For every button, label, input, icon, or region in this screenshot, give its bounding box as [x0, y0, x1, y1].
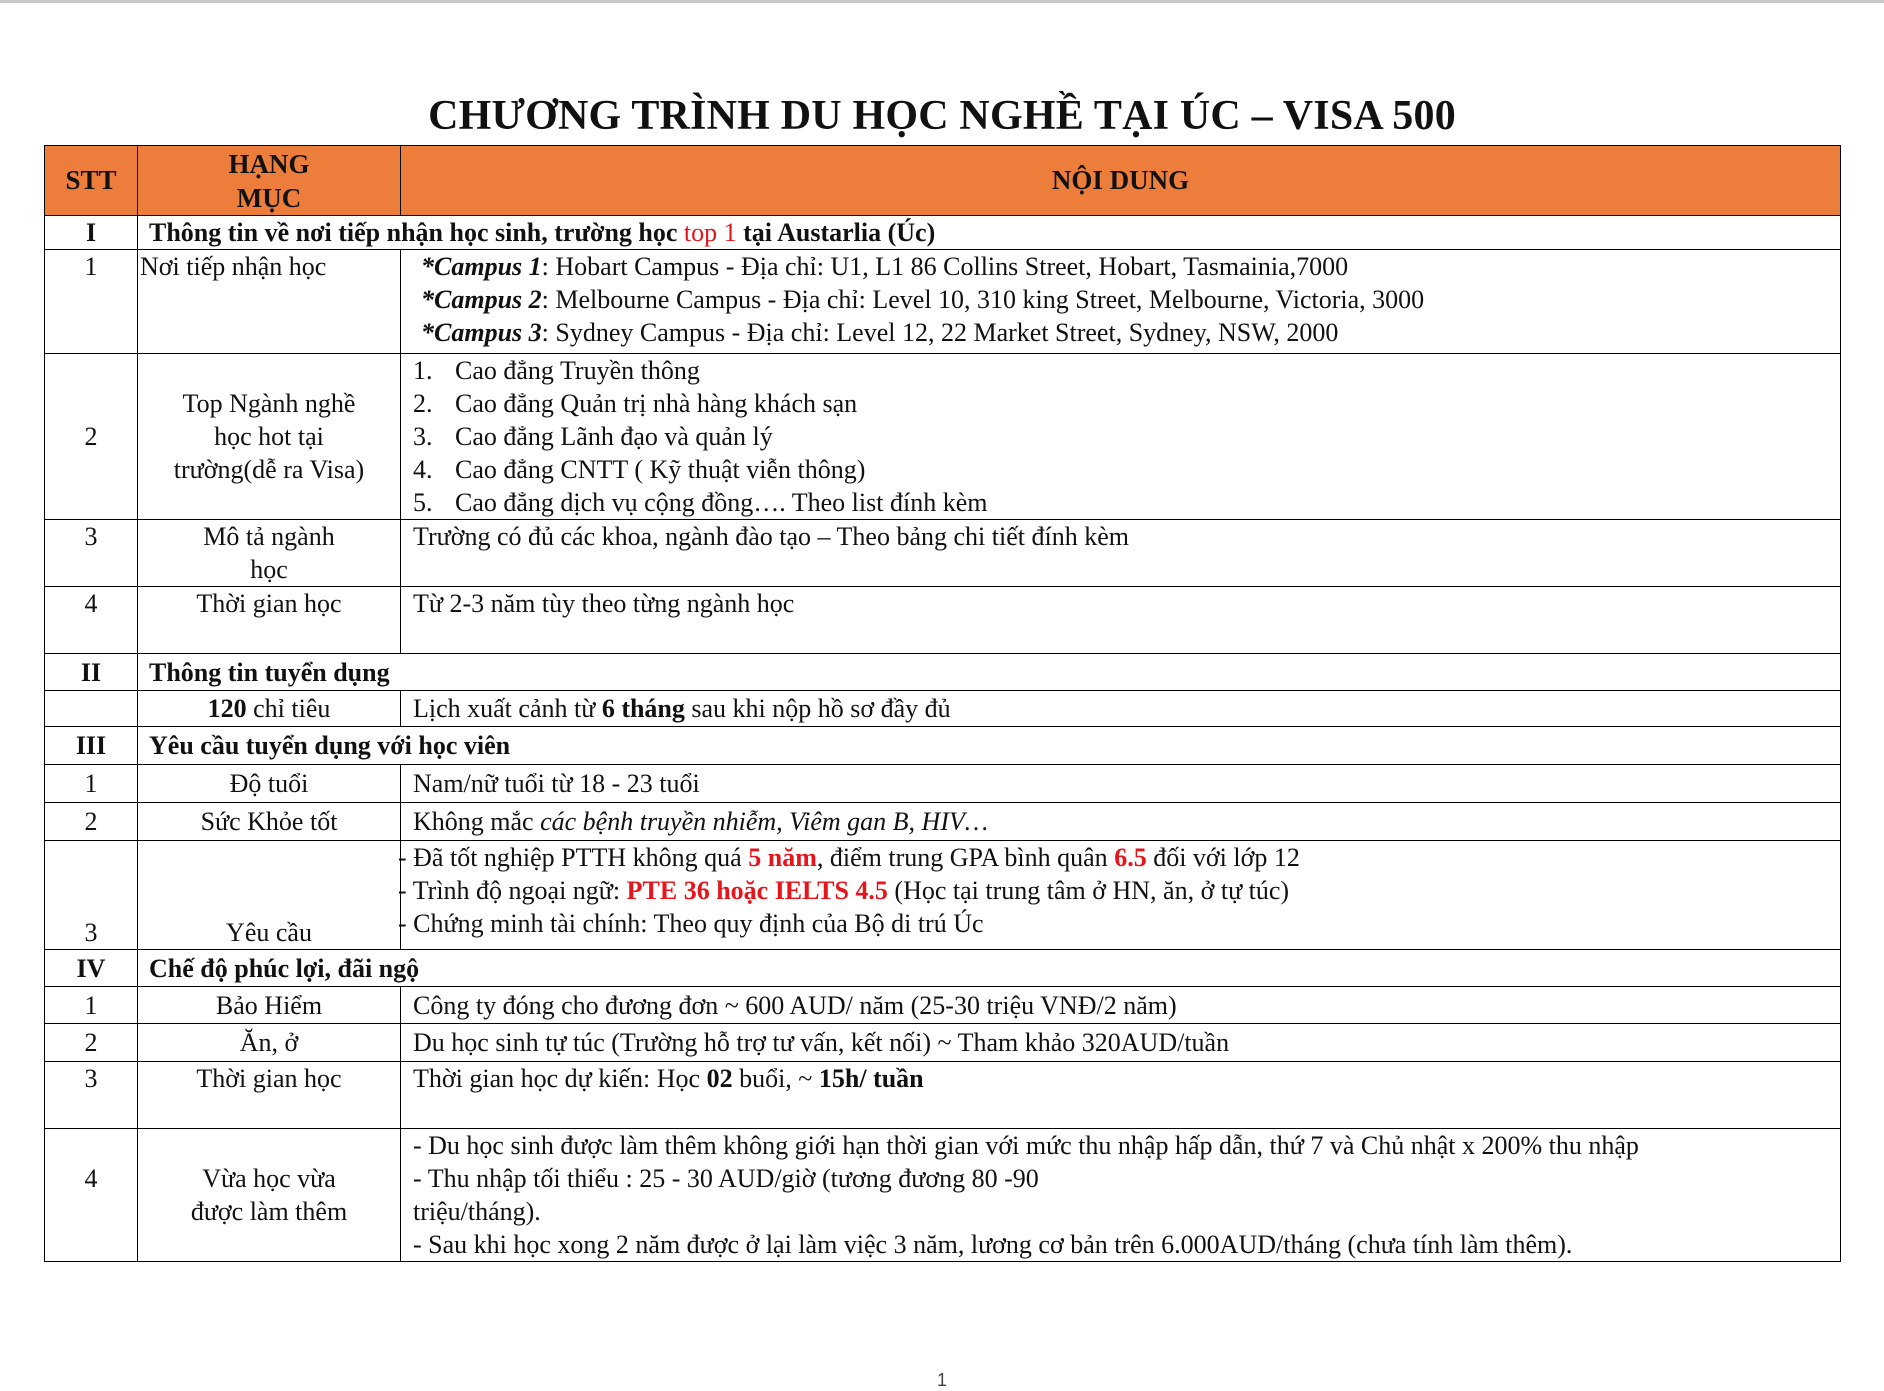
row-label: Yêu cầu: [138, 841, 401, 950]
page-title: CHƯƠNG TRÌNH DU HỌC NGHỀ TẠI ÚC – VISA 500: [428, 93, 1456, 139]
section-title: Thông tin tuyển dụng: [138, 654, 1841, 691]
row-stt: 2: [45, 803, 138, 841]
table-row: [45, 803, 1841, 841]
section-number: III: [45, 727, 138, 765]
row-label: Bảo Hiểm: [138, 987, 401, 1024]
table-row: [45, 250, 1841, 354]
requirement-line: - Đã tốt nghiệp PTTH không quá 5 năm, điểm trung GPA bình quân 6.5 đối với lớp 12: [398, 843, 1300, 872]
section-title: Yêu cầu tuyển dụng với học viên: [138, 727, 1841, 765]
row-content: Nam/nữ tuổi từ 18 - 23 tuổi: [401, 765, 1841, 803]
row-stt: 1: [45, 987, 138, 1024]
section-row-1: [45, 216, 1841, 250]
section-number: II: [45, 654, 138, 691]
list-item: 3. Cao đẳng Lãnh đạo và quản lý: [413, 422, 773, 451]
list-item: 2. Cao đẳng Quản trị nhà hàng khách sạn: [413, 389, 858, 418]
row-label: Ăn, ở: [138, 1024, 401, 1062]
header-stt: STT: [45, 146, 138, 216]
row-content: Công ty đóng cho đương đơn ~ 600 AUD/ năm (25-30 triệu VNĐ/2 năm): [401, 987, 1841, 1024]
campus-line: *Campus 1: Hobart Campus - Địa chỉ: U1, L1 86 Collins Street, Hobart, Tasmainia,7000: [421, 252, 1349, 281]
list-item: 1. Cao đẳng Truyền thông: [413, 356, 700, 385]
row-label: Vừa học vừa được làm thêm: [138, 1129, 401, 1262]
list-item: 4. Cao đẳng CNTT ( Kỹ thuật viễn thông): [413, 455, 866, 484]
section-number: IV: [45, 950, 138, 987]
row-stt: 4: [45, 587, 138, 654]
section-row-2: [45, 654, 1841, 691]
top-border: [0, 0, 1884, 3]
table-row: [45, 765, 1841, 803]
list-item: 5. Cao đẳng dịch vụ cộng đồng…. Theo list đính kèm: [413, 488, 988, 517]
table-row: [45, 841, 1841, 950]
row-label: Nơi tiếp nhận học: [138, 250, 401, 354]
program-table: [44, 145, 1841, 1262]
row-content: Không mắc các bệnh truyền nhiễm, Viêm gan B, HIV…: [401, 803, 1841, 841]
table-row: [45, 1062, 1841, 1129]
header-hang-muc: HẠNG MỤC: [138, 146, 401, 216]
row-label: Top Ngành nghề học hot tại trường(dễ ra Visa): [138, 354, 401, 520]
row-stt: 2: [45, 1024, 138, 1062]
majors-list: [401, 354, 1841, 520]
row-content: Từ 2-3 năm tùy theo từng ngành học: [401, 587, 1841, 654]
row-label: Thời gian học: [138, 1062, 401, 1129]
requirement-line: - Chứng minh tài chính: Theo quy định của Bộ di trú Úc: [398, 909, 984, 938]
row-content: Lịch xuất cảnh từ 6 tháng sau khi nộp hồ sơ đầy đủ: [401, 691, 1841, 727]
requirement-line: - Trình độ ngoại ngữ: PTE 36 hoặc IELTS 4.5 (Học tại trung tâm ở HN, ăn, ở tự túc): [398, 876, 1290, 905]
table-row: [45, 987, 1841, 1024]
table-header-row: [45, 146, 1841, 216]
row-content: Du học sinh tự túc (Trường hỗ trợ tư vấn, kết nối) ~ Tham khảo 320AUD/tuần: [401, 1024, 1841, 1062]
row-stt: [45, 691, 138, 727]
section-number: I: [45, 216, 138, 250]
row-stt: 4: [45, 1129, 138, 1262]
row-label: Thời gian học: [138, 587, 401, 654]
requirements-content: [398, 841, 1841, 950]
campus-list: [401, 250, 1841, 354]
table-row: [45, 691, 1841, 727]
work-content: [401, 1129, 1841, 1262]
section-title: Chế độ phúc lợi, đãi ngộ: [138, 950, 1841, 987]
content-line: - Sau khi học xong 2 năm được ở lại làm việc 3 năm, lương cơ bản trên 6.000AUD/tháng (chưa tính làm thêm).: [413, 1230, 1573, 1259]
section-title: Thông tin về nơi tiếp nhận học sinh, trường học top 1 tại Austarlia (Úc): [138, 216, 1841, 250]
row-label: 120 chỉ tiêu: [138, 691, 401, 727]
row-stt: 2: [45, 354, 138, 520]
campus-line: *Campus 3: Sydney Campus - Địa chỉ: Level 12, 22 Market Street, Sydney, NSW, 2000: [421, 318, 1339, 347]
row-stt: 3: [45, 841, 138, 950]
table-row: [45, 520, 1841, 587]
row-content: Thời gian học dự kiến: Học 02 buổi, ~ 15h/ tuần: [401, 1062, 1841, 1129]
campus-line: *Campus 2: Melbourne Campus - Địa chỉ: Level 10, 310 king Street, Melbourne, Victoria, 3000: [421, 285, 1425, 314]
row-stt: 3: [45, 520, 138, 587]
section-row-4: [45, 950, 1841, 987]
row-stt: 3: [45, 1062, 138, 1129]
row-stt: 1: [45, 250, 138, 354]
table-row: [45, 1129, 1841, 1262]
row-label: Độ tuổi: [138, 765, 401, 803]
section-row-3: [45, 727, 1841, 765]
table-row: [45, 1024, 1841, 1062]
content-line: triệu/tháng).: [413, 1197, 541, 1226]
row-content: Trường có đủ các khoa, ngành đào tạo – Theo bảng chi tiết đính kèm: [401, 520, 1841, 587]
table-row: [45, 354, 1841, 520]
content-line: - Thu nhập tối thiểu : 25 - 30 AUD/giờ (tương đương 80 -90: [413, 1164, 1039, 1193]
content-line: - Du học sinh được làm thêm không giới hạn thời gian với mức thu nhập hấp dẫn, thứ 7 và Chủ nhật x 200% thu nhập: [413, 1131, 1639, 1160]
header-noi-dung: NỘI DUNG: [401, 146, 1841, 216]
row-label: Mô tả ngành học: [138, 520, 401, 587]
row-label: Sức Khỏe tốt: [138, 803, 401, 841]
row-stt: 1: [45, 765, 138, 803]
page-number: 1: [936, 1370, 947, 1390]
table-row: [45, 587, 1841, 654]
